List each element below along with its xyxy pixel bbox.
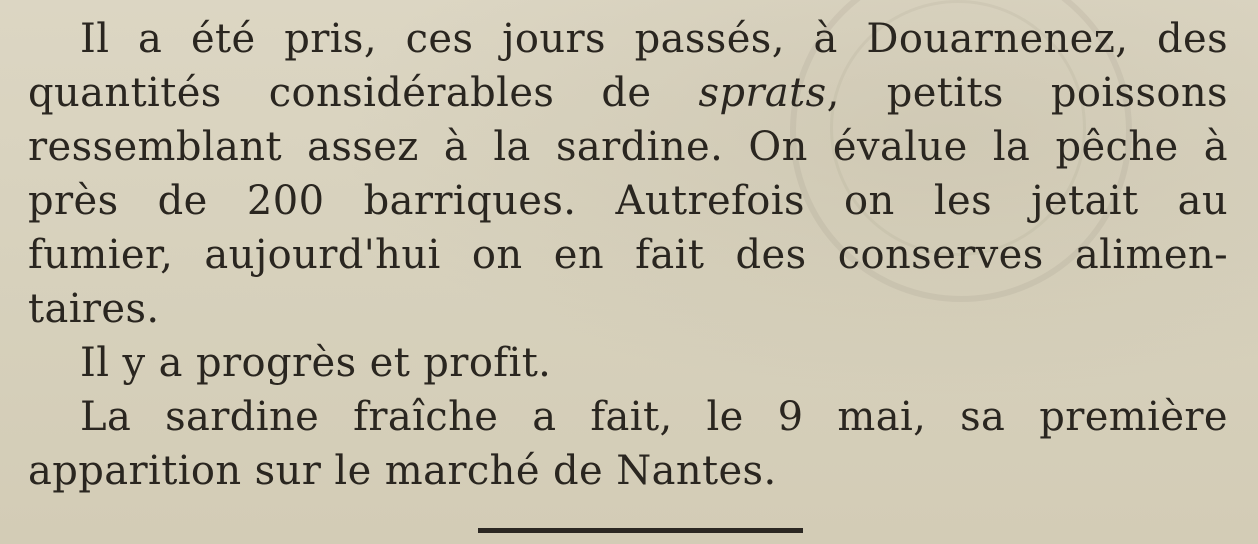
p1-line-2: [28, 66, 1228, 120]
p1-line-3: ressemblant assez à la sardine. On évalue la pêche à: [28, 124, 1228, 170]
news-article: [28, 12, 1228, 498]
p3-line-2: apparition sur le marché de Nantes.: [28, 448, 777, 494]
p3-line-1: La sardine fraîche a fait, le 9 mai, sa première: [80, 394, 1228, 440]
p1-line-2-start: quantités considérables de: [28, 70, 699, 116]
p1-line-6: taires.: [28, 286, 160, 332]
p1-line-2-end: , petits poissons: [826, 70, 1228, 116]
p1-line-5: fumier, aujourd'hui on en fait des conserves alimen-: [28, 232, 1228, 278]
p2-line-1: Il y a progrès et profit.: [80, 340, 552, 386]
sprats-italic: sprats: [698, 70, 827, 116]
section-divider-rule: [478, 528, 803, 533]
p1-line-4: près de 200 barriques. Autrefois on les jetait au: [28, 178, 1228, 224]
p1-line-1: Il a été pris, ces jours passés, à Douarnenez, des: [80, 16, 1228, 62]
